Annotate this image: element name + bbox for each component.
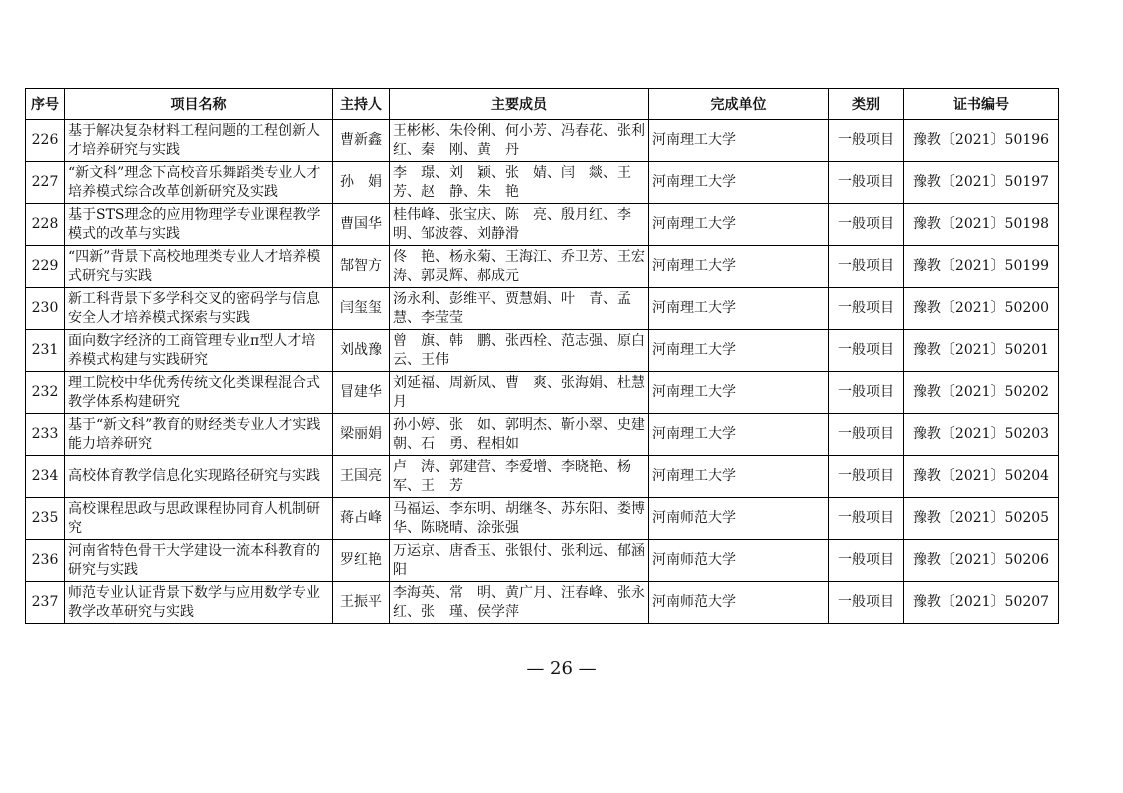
cell-category: 一般项目 [829, 330, 904, 372]
cell-unit: 河南理工大学 [649, 204, 829, 246]
cell-project-name: 理工院校中华优秀传统文化类课程混合式教学体系构建研究 [65, 372, 333, 414]
table-row [26, 330, 1059, 372]
table-row [26, 120, 1059, 162]
header-members: 主要成员 [390, 89, 649, 120]
table-row [26, 414, 1059, 456]
cell-certificate: 豫教〔2021〕50197 [904, 162, 1059, 204]
cell-project-name: 高校体育教学信息化实现路径研究与实践 [65, 456, 333, 498]
cell-certificate: 豫教〔2021〕50199 [904, 246, 1059, 288]
cell-unit: 河南理工大学 [649, 162, 829, 204]
cell-project-name: 高校课程思政与思政课程协同育人机制研究 [65, 498, 333, 540]
cell-project-name: 师范专业认证背景下数学与应用数学专业教学改革研究与实践 [65, 582, 333, 624]
cell-no: 226 [26, 120, 65, 162]
cell-members: 马福运、李东明、胡继冬、苏东阳、娄博华、陈晓晴、涂张强 [390, 498, 649, 540]
cell-host: 闫玺玺 [333, 288, 390, 330]
cell-host: 王国亮 [333, 456, 390, 498]
cell-category: 一般项目 [829, 204, 904, 246]
table-header-row [26, 89, 1059, 120]
cell-no: 229 [26, 246, 65, 288]
projects-table [25, 88, 1059, 624]
cell-no: 227 [26, 162, 65, 204]
cell-host: 郜智方 [333, 246, 390, 288]
table-row [26, 246, 1059, 288]
cell-members: 万运京、唐香玉、张银付、张利远、郁涵阳 [390, 540, 649, 582]
cell-certificate: 豫教〔2021〕50202 [904, 372, 1059, 414]
cell-category: 一般项目 [829, 372, 904, 414]
cell-members: 桂伟峰、张宝庆、陈 亮、殷月红、李 明、邹波蓉、刘静滑 [390, 204, 649, 246]
cell-project-name: 基于STS理念的应用物理学专业课程教学模式的改革与实践 [65, 204, 333, 246]
cell-host: 冒建华 [333, 372, 390, 414]
cell-host: 曹新鑫 [333, 120, 390, 162]
table-row [26, 372, 1059, 414]
cell-certificate: 豫教〔2021〕50204 [904, 456, 1059, 498]
cell-project-name: “四新”背景下高校地理类专业人才培养模式研究与实践 [65, 246, 333, 288]
cell-unit: 河南师范大学 [649, 540, 829, 582]
cell-project-name: 面向数字经济的工商管理专业π型人才培养模式构建与实践研究 [65, 330, 333, 372]
cell-category: 一般项目 [829, 582, 904, 624]
table-row [26, 540, 1059, 582]
cell-category: 一般项目 [829, 246, 904, 288]
cell-no: 234 [26, 456, 65, 498]
cell-project-name: 新工科背景下多学科交叉的密码学与信息安全人才培养模式探索与实践 [65, 288, 333, 330]
table-row [26, 498, 1059, 540]
cell-no: 232 [26, 372, 65, 414]
cell-unit: 河南理工大学 [649, 120, 829, 162]
cell-unit: 河南理工大学 [649, 246, 829, 288]
cell-host: 刘战豫 [333, 330, 390, 372]
cell-host: 蒋占峰 [333, 498, 390, 540]
cell-members: 卢 涛、郭建营、李爱增、李晓艳、杨 军、王 芳 [390, 456, 649, 498]
table-row [26, 582, 1059, 624]
cell-members: 王彬彬、朱伶俐、何小芳、冯春花、张利红、秦 刚、黄 丹 [390, 120, 649, 162]
cell-category: 一般项目 [829, 120, 904, 162]
cell-members: 孙小婷、张 如、郭明杰、靳小翠、史建朝、石 勇、程相如 [390, 414, 649, 456]
cell-no: 235 [26, 498, 65, 540]
cell-certificate: 豫教〔2021〕50206 [904, 540, 1059, 582]
cell-category: 一般项目 [829, 498, 904, 540]
cell-unit: 河南理工大学 [649, 456, 829, 498]
cell-project-name: 基于“新文科”教育的财经类专业人才实践能力培养研究 [65, 414, 333, 456]
cell-certificate: 豫教〔2021〕50205 [904, 498, 1059, 540]
cell-certificate: 豫教〔2021〕50196 [904, 120, 1059, 162]
cell-members: 佟 艳、杨永菊、王海江、乔卫芳、王宏涛、郭灵辉、郝成元 [390, 246, 649, 288]
table-row [26, 288, 1059, 330]
cell-category: 一般项目 [829, 456, 904, 498]
cell-members: 李海英、常 明、黄广月、汪春峰、张永红、张 瑾、侯学萍 [390, 582, 649, 624]
table-row [26, 456, 1059, 498]
cell-host: 梁丽娟 [333, 414, 390, 456]
cell-members: 刘延福、周新凤、曹 爽、张海娟、杜慧月 [390, 372, 649, 414]
cell-members: 汤永利、彭维平、贾慧娟、叶 青、孟 慧、李莹莹 [390, 288, 649, 330]
cell-no: 230 [26, 288, 65, 330]
cell-host: 罗红艳 [333, 540, 390, 582]
cell-certificate: 豫教〔2021〕50201 [904, 330, 1059, 372]
header-certificate: 证书编号 [904, 89, 1059, 120]
cell-category: 一般项目 [829, 162, 904, 204]
cell-unit: 河南理工大学 [649, 288, 829, 330]
header-category: 类别 [829, 89, 904, 120]
cell-host: 曹国华 [333, 204, 390, 246]
cell-no: 236 [26, 540, 65, 582]
cell-project-name: 基于解决复杂材料工程问题的工程创新人才培养研究与实践 [65, 120, 333, 162]
cell-no: 228 [26, 204, 65, 246]
header-no: 序号 [26, 89, 65, 120]
cell-certificate: 豫教〔2021〕50207 [904, 582, 1059, 624]
header-project-name: 项目名称 [65, 89, 333, 120]
cell-unit: 河南师范大学 [649, 498, 829, 540]
cell-certificate: 豫教〔2021〕50198 [904, 204, 1059, 246]
cell-no: 231 [26, 330, 65, 372]
cell-unit: 河南理工大学 [649, 372, 829, 414]
cell-project-name: “新文科”理念下高校音乐舞蹈类专业人才培养模式综合改革创新研究及实践 [65, 162, 333, 204]
cell-no: 233 [26, 414, 65, 456]
cell-members: 曾 旗、韩 鹏、张西栓、范志强、原白云、王伟 [390, 330, 649, 372]
cell-unit: 河南理工大学 [649, 414, 829, 456]
table-row [26, 204, 1059, 246]
cell-unit: 河南师范大学 [649, 582, 829, 624]
page-number: — 26 — [526, 658, 597, 679]
header-unit: 完成单位 [649, 89, 829, 120]
cell-no: 237 [26, 582, 65, 624]
cell-certificate: 豫教〔2021〕50200 [904, 288, 1059, 330]
cell-unit: 河南理工大学 [649, 330, 829, 372]
cell-members: 李 璟、刘 颖、张 婧、闫 燚、王 芳、赵 静、朱 艳 [390, 162, 649, 204]
cell-category: 一般项目 [829, 414, 904, 456]
cell-category: 一般项目 [829, 288, 904, 330]
cell-certificate: 豫教〔2021〕50203 [904, 414, 1059, 456]
header-host: 主持人 [333, 89, 390, 120]
cell-host: 孙 娟 [333, 162, 390, 204]
cell-host: 王振平 [333, 582, 390, 624]
cell-category: 一般项目 [829, 540, 904, 582]
table-row [26, 162, 1059, 204]
cell-project-name: 河南省特色骨干大学建设一流本科教育的研究与实践 [65, 540, 333, 582]
